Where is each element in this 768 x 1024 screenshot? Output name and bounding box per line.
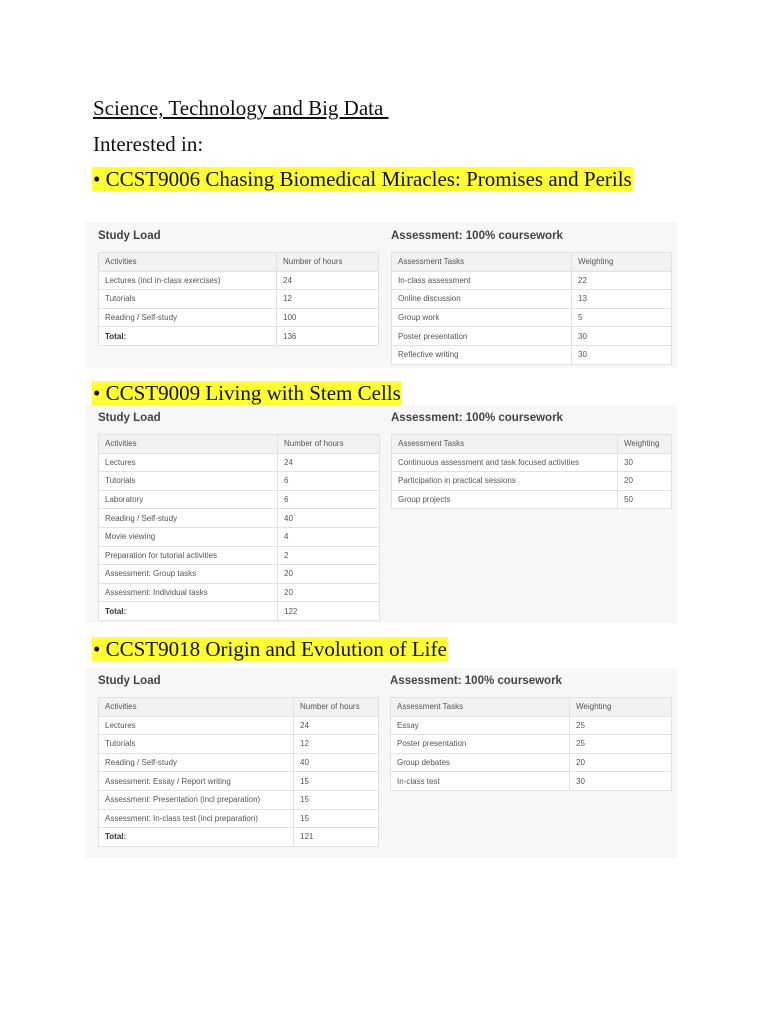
assessment-table (391, 252, 672, 365)
course-info-panel (85, 668, 677, 858)
table-cell: Online discussion (392, 290, 572, 309)
table-row (99, 527, 380, 546)
table-row (99, 490, 380, 509)
table-cell: Group projects (392, 490, 618, 509)
table-cell: In-class assessment (392, 271, 572, 290)
column-header: Number of hours (277, 253, 379, 272)
table-cell: 24 (278, 453, 380, 472)
course-heading-text: • CCST9018 Origin and Evolution of Life (93, 637, 447, 661)
column-header: Weighting (618, 435, 672, 454)
column-header: Assessment Tasks (391, 698, 570, 717)
table-row (392, 290, 672, 309)
course-heading-text: • CCST9009 Living with Stem Cells (93, 381, 401, 405)
table-cell: 20 (278, 583, 380, 602)
course-heading-ccst9009 (92, 381, 402, 406)
assessment-title: Assessment: 100% coursework (390, 675, 562, 687)
table-row (392, 490, 672, 509)
table-cell: Assessment: Presentation (incl preparation) (99, 790, 294, 809)
table-cell: 2 (278, 546, 380, 565)
table-row (392, 308, 672, 327)
table-cell: 15 (294, 772, 379, 791)
table-cell: 15 (294, 790, 379, 809)
table-cell: 20 (570, 753, 672, 772)
study-load-table (98, 434, 380, 621)
table-cell: 40 (294, 753, 379, 772)
table-row (392, 327, 672, 346)
table-row (99, 509, 380, 528)
table-header-row (392, 253, 672, 272)
table-cell: 12 (294, 735, 379, 754)
table-cell: 6 (278, 472, 380, 491)
table-cell: Group debates (391, 753, 570, 772)
table-cell: 12 (277, 290, 379, 309)
table-cell: Continuous assessment and task focused activities (392, 453, 618, 472)
table-cell: 20 (278, 565, 380, 584)
table-cell: Total: (99, 327, 277, 346)
table-cell: 30 (572, 345, 672, 364)
table-cell: Movie viewing (99, 527, 278, 546)
column-header: Weighting (570, 698, 672, 717)
column-header: Assessment Tasks (392, 435, 618, 454)
table-cell: 22 (572, 271, 672, 290)
table-cell: Preparation for tutorial activities (99, 546, 278, 565)
table-row (99, 716, 379, 735)
table-cell: Assessment: Essay / Report writing (99, 772, 294, 791)
table-cell: 136 (277, 327, 379, 346)
table-cell: 25 (570, 716, 672, 735)
table-cell: 30 (618, 453, 672, 472)
table-row (99, 453, 380, 472)
table-cell: Reflective writing (392, 345, 572, 364)
study-load-title: Study Load (98, 675, 161, 687)
table-cell: Lectures (incl in-class exercises) (99, 271, 277, 290)
table-cell: Assessment: Group tasks (99, 565, 278, 584)
table-cell: 6 (278, 490, 380, 509)
table-row (392, 472, 672, 491)
table-cell: Lectures (99, 716, 294, 735)
course-heading-text: • CCST9006 Chasing Biomedical Miracles: Promises and Perils (93, 167, 632, 191)
column-header: Weighting (572, 253, 672, 272)
assessment-title: Assessment: 100% coursework (391, 230, 563, 242)
column-header: Number of hours (294, 698, 379, 717)
table-row (392, 271, 672, 290)
table-cell: Tutorials (99, 290, 277, 309)
study-load-title: Study Load (98, 412, 161, 424)
table-cell: 30 (572, 327, 672, 346)
table-header-row (391, 698, 672, 717)
course-heading-ccst9006 (92, 167, 652, 192)
table-cell: 24 (294, 716, 379, 735)
table-row (99, 271, 379, 290)
table-header-row (99, 435, 380, 454)
table-cell: 30 (570, 772, 672, 791)
table-row (391, 735, 672, 754)
total-row (99, 828, 379, 847)
table-header-row (392, 435, 672, 454)
table-row (392, 345, 672, 364)
table-header-row (99, 253, 379, 272)
column-header: Number of hours (278, 435, 380, 454)
study-load-table (98, 252, 379, 346)
table-row (391, 716, 672, 735)
assessment-table (391, 434, 672, 509)
table-row (99, 308, 379, 327)
assessment-title: Assessment: 100% coursework (391, 412, 563, 424)
table-cell: Reading / Self-study (99, 308, 277, 327)
table-cell: 5 (572, 308, 672, 327)
table-cell: Group work (392, 308, 572, 327)
table-cell: Poster presentation (391, 735, 570, 754)
table-row (99, 809, 379, 828)
table-cell: Participation in practical sessions (392, 472, 618, 491)
table-row (392, 453, 672, 472)
table-cell: 40 (278, 509, 380, 528)
column-header: Activities (99, 435, 278, 454)
table-cell: Tutorials (99, 472, 278, 491)
interest-label: Interested in: (93, 132, 204, 156)
table-cell: Reading / Self-study (99, 509, 278, 528)
table-cell: 13 (572, 290, 672, 309)
table-cell: Assessment: Individual tasks (99, 583, 278, 602)
table-cell: Essay (391, 716, 570, 735)
table-cell: Lectures (99, 453, 278, 472)
course-heading-ccst9018 (92, 637, 448, 662)
table-cell: Poster presentation (392, 327, 572, 346)
table-row (99, 472, 380, 491)
table-cell: Assessment: In-class test (incl preparation) (99, 809, 294, 828)
table-row (99, 583, 380, 602)
table-cell: 25 (570, 735, 672, 754)
total-row (99, 602, 380, 621)
study-load-title: Study Load (98, 230, 161, 242)
table-row (99, 753, 379, 772)
column-header: Activities (99, 253, 277, 272)
table-cell: Total: (99, 602, 278, 621)
table-row (99, 565, 380, 584)
table-cell: 100 (277, 308, 379, 327)
table-row (99, 772, 379, 791)
column-header: Assessment Tasks (392, 253, 572, 272)
table-cell: In-class test (391, 772, 570, 791)
table-row (99, 546, 380, 565)
table-cell: Total: (99, 828, 294, 847)
page-title: Science, Technology and Big Data (93, 96, 389, 120)
table-cell: Laboratory (99, 490, 278, 509)
table-cell: Reading / Self-study (99, 753, 294, 772)
total-row (99, 327, 379, 346)
course-info-panel (85, 222, 677, 368)
table-row (391, 753, 672, 772)
study-load-table (98, 697, 379, 847)
table-cell: 20 (618, 472, 672, 491)
table-row (391, 772, 672, 791)
table-row (99, 735, 379, 754)
course-info-panel (85, 405, 677, 623)
table-header-row (99, 698, 379, 717)
table-cell: 4 (278, 527, 380, 546)
table-cell: 122 (278, 602, 380, 621)
assessment-table (390, 697, 672, 791)
table-row (99, 790, 379, 809)
table-cell: Tutorials (99, 735, 294, 754)
table-cell: 24 (277, 271, 379, 290)
table-cell: 50 (618, 490, 672, 509)
column-header: Activities (99, 698, 294, 717)
table-cell: 121 (294, 828, 379, 847)
table-cell: 15 (294, 809, 379, 828)
table-row (99, 290, 379, 309)
